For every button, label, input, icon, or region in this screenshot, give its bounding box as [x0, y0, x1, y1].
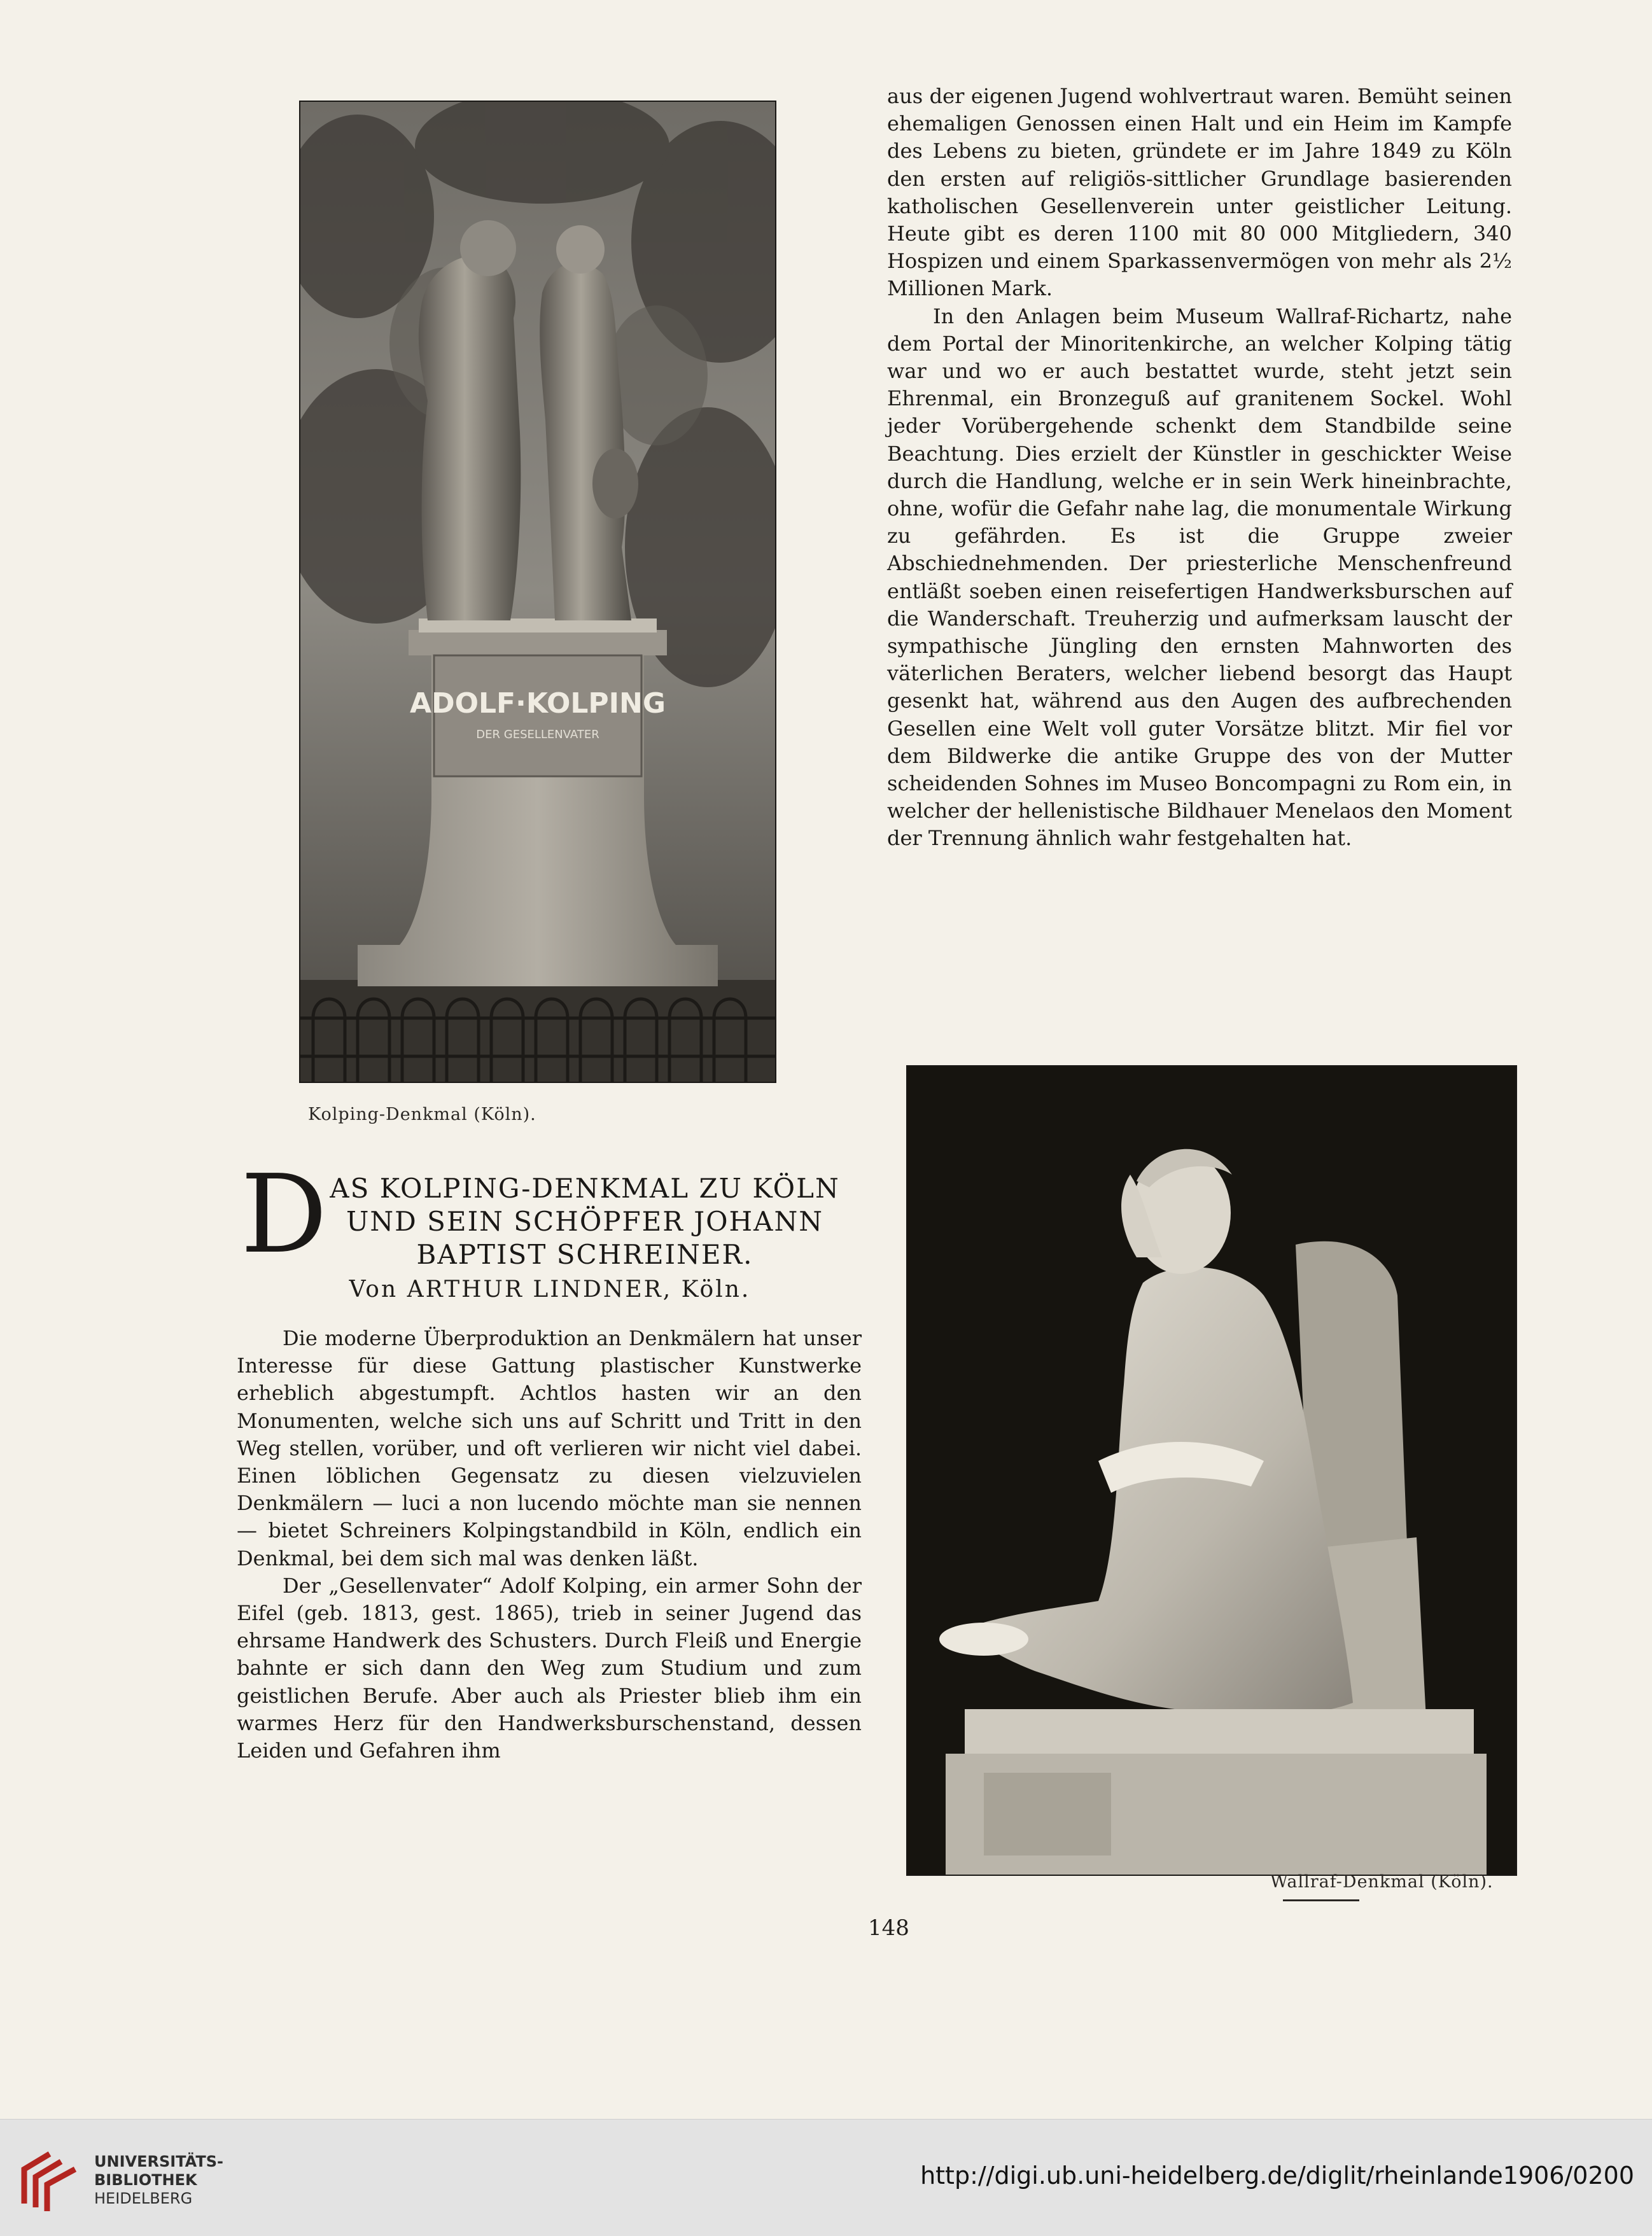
right-column-text: [887, 83, 1512, 853]
paragraph: Der „Gesellenvater“ Adolf Kolping, ein armer Sohn der Eifel (geb. 1813, gest. 1865), trieb in seiner Jugend das ehrsame Handwerk des Schusters. Durch Fleiß und Energie bahnte er sich dann den Weg zum Studium und zum geistlichen Berufe. Aber auch als Priester blieb ihm ein warmes Herz für den Handwerksburschenstand, dessen Leiden und Gefahren ihm: [237, 1573, 862, 1763]
paragraph: Die moderne Überproduktion an Denkmälern hat unser Interesse für diese Gattung plastischer Kunstwerke erheblich abgestumpft. Achtlos hasten wir an den Monumenten, welche sich uns auf Schritt und Tritt in den Weg stellen, vorüber, und oft verlieren wir nicht viel dabei. Einen löblichen Gegensatz zu diesen vielzuvielen Denkmälern — luci a non lucendo möchte man sie nennen — bietet Schreiners Kolpingstandbild in Köln, endlich ein Denkmal, bei dem sich mal was denken läßt.: [237, 1326, 862, 1570]
dropcap: D: [241, 1152, 328, 1278]
wallraf-photo-drawing: [907, 1066, 1516, 1875]
pedestal-inscription-sub: DER GESELLENVATER: [476, 728, 599, 741]
article-title: AS KOLPING-DENKMAL ZU KÖLN UND SEIN SCHÖPFER JOHANN BAPTIST SCHREINER.: [330, 1173, 840, 1270]
pedestal-inscription: ADOLF·KOLPING: [410, 687, 666, 720]
paragraph: aus der eigenen Jugend wohlvertraut waren. Bemüht seinen ehemaligen Genossen einen Halt und ein Heim im Kampfe des Lebens zu bieten, gründete er im Jahre 1849 zu Köln den ersten auf religiös-sittlicher Grundlage basierenden katholischen Gesellenverein unter geistlicher Leitung. Heute gibt es deren 1100 mit 80 000 Mitgliedern, 340 Hospizen und einem Sparkassenvermögen von mehr als 2½ Millionen Mark.: [887, 84, 1512, 301]
caption-underline: [1283, 1899, 1359, 1901]
article-body: [237, 1325, 862, 1764]
article-header: [241, 1152, 859, 1303]
institution-line: UNIVERSITÄTS-: [94, 2153, 224, 2170]
left-figure-caption: Kolping-Denkmal (Köln).: [308, 1105, 536, 1124]
permalink-url[interactable]: http://digi.ub.uni-heidelberg.de/diglit/rheinlande1906/0200: [920, 2162, 1634, 2190]
institution-name: [94, 2153, 223, 2208]
wallraf-monument-photo: [906, 1065, 1517, 1876]
university-library-logo-icon: [17, 2145, 87, 2215]
article-byline: Von ARTHUR LINDNER, Köln.: [349, 1276, 751, 1303]
paragraph: In den Anlagen beim Museum Wallraf-Richartz, nahe dem Portal der Minoritenkirche, an welcher Kolping tätig war und wo er auch bestattet wurde, steht jetzt sein Ehrenmal, ein Bronzeguß auf granitenem Sockel. Wohl jeder Vorübergehende schenkt dem Standbilde seine Beachtung. Dies erzielt der Künstler in geschickter Weise durch die Handlung, welche er in sein Werk hineinbrachte, ohne, wofür die Gefahr nahe lag, die monumentale Wirkung zu gefährden. Es ist die Gruppe zweier Abschiednehmenden. Der priesterliche Menschenfreund entläßt soeben einen reisefertigen Handwerksburschen auf die Wanderschaft. Treuherzig und aufmerksam lauscht der sympathische Jüngling den ernsten Mahnworten des väterlichen Beraters, welcher liebend besorgt das Haupt gesenkt hat, während aus den Augen des aufbrechenden Gesellen eine Welt voll guter Vorsätze blitzt. Mir fiel vor dem Bildwerke die antike Gruppe des von der Mutter scheidenden Sohnes im Museo Boncompagni zu Rom ein, in welcher der hellenistische Bildhauer Menelaos den Moment der Trennung ähnlich wahr festgehalten hat.: [887, 304, 1512, 851]
institution-line: HEIDELBERG: [94, 2190, 193, 2207]
right-figure-caption: Wallraf-Denkmal (Köln).: [1270, 1872, 1494, 1892]
kolping-photo-drawing: [300, 102, 775, 1082]
kolping-monument-photo: [299, 101, 776, 1083]
library-footer: [0, 2119, 1652, 2236]
page-number: 148: [868, 1915, 909, 1941]
institution-line: BIBLIOTHEK: [94, 2171, 197, 2189]
